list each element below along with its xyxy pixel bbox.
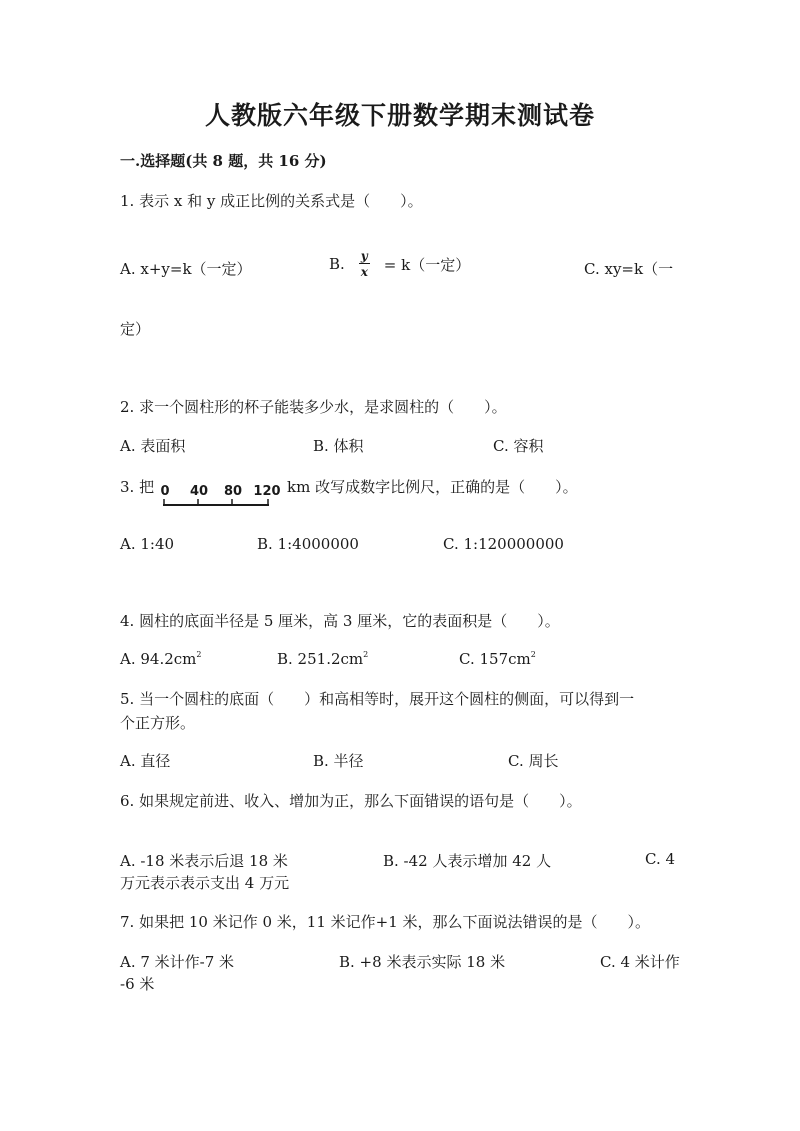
scale-tick-label: 40 — [189, 484, 209, 499]
question-5-option-a: A. 直径 — [120, 752, 171, 770]
option-b-equation: = k（一定） — [383, 255, 471, 274]
question-7-option-c: C. 4 米计作 — [600, 953, 680, 971]
question-7-option-c-wrap: -6 米 — [120, 975, 155, 993]
question-3-option-a: A. 1:40 — [120, 535, 175, 553]
question-7-option-b: B. +8 米表示实际 18 米 — [339, 953, 506, 971]
question-6-option-c-wrap: 万元表示表示支出 4 万元 — [120, 874, 290, 892]
scale-tick-label: 120 — [253, 484, 281, 499]
question-5-option-b: B. 半径 — [313, 752, 364, 770]
question-1-option-b — [329, 250, 470, 278]
option-b-label: B. — [329, 255, 345, 273]
question-1-stem: 1. 表示 x 和 y 成正比例的关系式是（ ）。 — [120, 192, 423, 210]
fraction-denominator: x — [360, 265, 368, 279]
question-4-option-b — [277, 650, 368, 668]
question-5-stem-wrap: 个正方形。 — [120, 714, 196, 732]
option-b-text: B. 251.2cm — [277, 650, 364, 668]
question-1-option-a: A. x+y=k（一定） — [120, 260, 252, 278]
question-7-option-a: A. 7 米计作-7 米 — [120, 953, 235, 971]
scale-tick-label: 80 — [223, 484, 243, 499]
option-a-text: A. 94.2cm — [120, 650, 197, 668]
question-6-stem: 6. 如果规定前进、收入、增加为正，那么下面错误的语句是（ ）。 — [120, 792, 582, 810]
question-7-stem: 7. 如果把 10 米记作 0 米，11 米记作+1 米，那么下面说法错误的是（ ）。 — [120, 913, 651, 931]
question-6-option-c: C. 4 — [645, 850, 676, 868]
superscript: 2 — [363, 650, 369, 659]
question-1-option-c: C. xy=k（一 — [584, 260, 674, 278]
question-4-stem: 4. 圆柱的底面半径是 5 厘米，高 3 厘米，它的表面积是（ ）。 — [120, 612, 560, 630]
superscript: 2 — [530, 650, 536, 659]
page-title: 人教版六年级下册数学期末测试卷 — [204, 101, 595, 130]
question-6-option-a: A. -18 米表示后退 18 米 — [120, 852, 288, 870]
superscript: 2 — [196, 650, 202, 659]
question-3-option-b: B. 1:4000000 — [257, 535, 359, 553]
question-6-option-b: B. -42 人表示增加 42 人 — [383, 852, 552, 870]
option-c-text: C. 157cm — [459, 650, 531, 668]
question-3-stem-suffix: km 改写成数字比例尺，正确的是（ ）。 — [287, 478, 578, 496]
question-3-option-c: C. 1:120000000 — [443, 535, 564, 553]
question-2-option-b: B. 体积 — [313, 437, 364, 455]
question-1-option-c-wrap: 定） — [120, 320, 151, 338]
question-3-stem-prefix: 3. 把 — [120, 478, 155, 496]
fraction-y-over-x — [359, 250, 370, 278]
scale-bar-figure — [154, 480, 284, 510]
question-4-option-c — [459, 650, 536, 668]
question-2-option-c: C. 容积 — [493, 437, 544, 455]
fraction-numerator: y — [360, 249, 368, 263]
question-5-option-c: C. 周长 — [508, 752, 559, 770]
question-5-stem: 5. 当一个圆柱的底面（ ）和高相等时，展开这个圆柱的侧面，可以得到一 — [120, 690, 635, 708]
scale-tick-label: 0 — [160, 484, 170, 499]
question-2-stem: 2. 求一个圆柱形的杯子能装多少水，是求圆柱的（ ）。 — [120, 398, 507, 416]
section-heading: 一.选择题(共 8 题，共 16 分) — [120, 152, 327, 170]
question-2-option-a: A. 表面积 — [120, 437, 186, 455]
question-4-option-a — [120, 650, 202, 668]
